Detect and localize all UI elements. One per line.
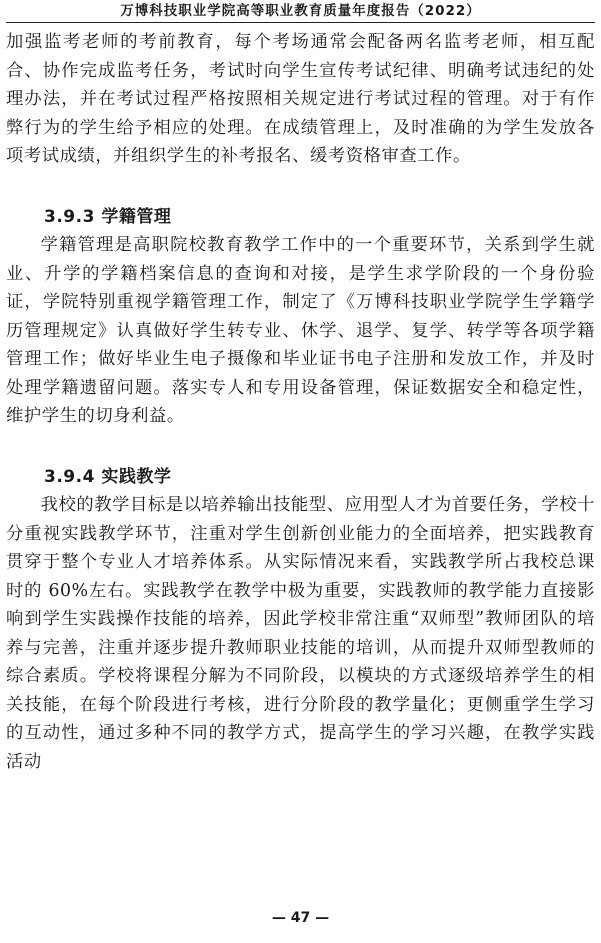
section-heading-3-9-4: 3.9.4 实践教学 bbox=[44, 466, 172, 487]
paragraph-practical-teaching: 我校的教学目标是以培养输出技能型、应用型人才为首要任务，学校十分重视实践教学环节，注重对学生创新创业能力的全面培养，把实践教育贯穿于整个专业人才培养体系。从实际情况来看，实践教学所占我校总课时的 60%左右。实践教学在教学中极为重要，实践教师的教学能力直接影响到学生实践操作技能的培养，因此学校非常注重“双师型”教师团队的培养与完善，注重并逐步提升教师职业技能的培训，从而提升双师型教师的综合素质。学校将课程分解为不同阶段，以模块的方式逐级培养学生的相关技能，在每个阶段进行考核，进行分阶段的教学量化；更侧重学生学习的互动性，通过多种不同的教学方式，提高学生的学习兴趣，在教学实践活动 bbox=[6, 495, 595, 772]
section-heading-3-9-3: 3.9.3 学籍管理 bbox=[44, 206, 172, 227]
page-body bbox=[6, 28, 595, 776]
page-number: — 47 — bbox=[271, 910, 330, 926]
page-header bbox=[0, 0, 601, 22]
header-divider bbox=[6, 22, 595, 23]
report-title: 万博科技职业学院高等职业教育质量年度报告（2022） bbox=[120, 3, 481, 19]
paragraph-exam-management: 加强监考老师的考前教育，每个考场通常会配备两名监考老师，相互配合、协作完成监考任务，考试时向学生宣传考试纪律、明确考试违纪的处理办法，并在考试过程严格按照相关规定进行考试过程的管理。对于有作弊行为的学生给予相应的处理。在成绩管理上，及时准确的为学生发放各项考试成绩，并组织学生的补考报名、缓考资格审查工作。 bbox=[6, 32, 595, 166]
paragraph-student-status: 学籍管理是高职院校教育教学工作中的一个重要环节，关系到学生就业、升学的学籍档案信息的查询和对接，是学生求学阶段的一个身份验证，学院特别重视学籍管理工作，制定了《万博科技职业学院学生学籍学历管理规定》认真做好学生转专业、休学、退学、复学、转学等各项学籍管理工作；做好毕业生电子摄像和毕业证书电子注册和发放工作，并及时处理学籍遗留问题。落实专人和专用设备管理，保证数据安全和稳定性，维护学生的切身利益。 bbox=[6, 235, 595, 426]
section-gap bbox=[6, 171, 595, 203]
section-gap bbox=[6, 431, 595, 463]
